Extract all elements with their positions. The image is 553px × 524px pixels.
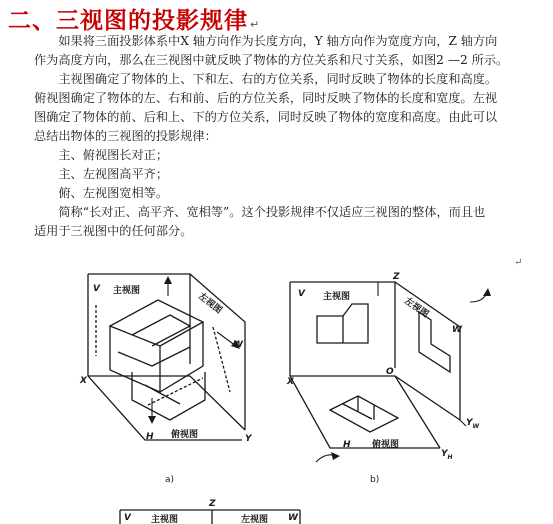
figure-c-axis-w: W [288, 513, 298, 523]
figure-b-axis-yw-subscript: W [472, 423, 480, 430]
figure-b-axis-arrows [316, 282, 487, 462]
paragraph-line-7: 主、俯视图长对正； [34, 148, 169, 162]
figure-a-axis-y: Y [245, 434, 252, 444]
figure-b-axis-yh [441, 449, 453, 461]
figure-b-top-view [330, 396, 398, 432]
figure-b-axis-yh-letter: Y [441, 449, 448, 459]
figure-c-label-front-view: 主视图 [151, 515, 179, 524]
figure-b-label-top-view: 俯视图 [372, 440, 400, 450]
return-mark-figure: ↵ [514, 257, 523, 268]
figure-a-arrowheads [148, 276, 240, 424]
figure-a-projection-arrows [152, 280, 236, 420]
figure-a-label-front-view: 主视图 [113, 286, 141, 296]
figure-b-axis-h: H [343, 440, 351, 450]
figure-c-axis-v: V [124, 513, 131, 523]
figure-b-axis-yw [466, 418, 480, 430]
figure-a-axis-w: W [233, 340, 243, 350]
figure-b-axis-z: Z [393, 272, 400, 282]
figure-b-side-view [419, 312, 450, 372]
figure-a-object [96, 300, 230, 420]
paragraph-line-6: 总结出物体的三视图的投影规律： [34, 129, 217, 143]
figure-b-caption: b) [370, 475, 380, 485]
figure-b-label-front-view: 主视图 [323, 292, 351, 302]
figure-b-front-view [317, 304, 368, 343]
paragraph-line-2: 作为高度方向，那么在三视图中就反映了物体的方位关系和尺寸关系，如图2 —2 所示。 [34, 53, 509, 67]
paragraph-line-4: 俯视图确定了物体的左、右和前、后的方位关系，同时反映了物体的长度和宽度。左视 [34, 91, 498, 105]
figure-b-axis-o: O [386, 367, 394, 377]
figure-c-projection-frame [120, 510, 300, 524]
paragraph-line-10: 简称“长对正、高平齐、宽相等”。这个投影规律不仅适应三视图的整体，而且也 [34, 205, 486, 219]
figure-b-arrowheads [331, 288, 491, 460]
figure-b-axis-v: V [298, 289, 305, 299]
figure-b-axis-yw-letter: Y [466, 418, 473, 428]
figure-b-projection-frame [290, 282, 460, 448]
figure-a-caption: a) [165, 475, 175, 485]
figure-a-axis-x: X [80, 376, 87, 386]
paragraph-line-8: 主、左视图高平齐； [34, 167, 169, 181]
figure-c-axis-z: Z [209, 499, 216, 509]
section-title-text: 二、三视图的投影规律 [8, 8, 248, 34]
figure-b-axis-x: X [287, 377, 294, 387]
return-mark: ↵ [250, 18, 261, 31]
figure-a-axis-h: H [146, 432, 154, 442]
paragraph-line-3: 主视图确定了物体的上、下和左、右的方位关系，同时反映了物体的长度和高度。 [34, 72, 498, 86]
paragraph-line-5: 图确定了物体的前、后和上、下的方位关系，同时反映了物体的宽度和高度。由此可以 [34, 110, 498, 124]
figure-a-label-side-view: 左视图 [196, 291, 224, 316]
figure-c-label-side-view: 左视图 [241, 515, 269, 524]
paragraph-line-9: 俯、左视图宽相等。 [34, 186, 169, 200]
figure-a-axis-v: V [93, 284, 100, 294]
figure-b-axis-yh-subscript: H [447, 454, 453, 461]
figure-a-label-top-view: 俯视图 [171, 430, 199, 440]
paragraph-line-11: 适用于三视图中的任何部分。 [34, 224, 193, 238]
figure-b-label-side-view: 左视图 [402, 296, 431, 320]
figure-b-axis-w: W [452, 325, 462, 335]
paragraph-line-1: 如果将三面投影体系中X 轴方向作为长度方向，Y 轴方向作为宽度方向，Z 轴方向 [34, 34, 498, 48]
